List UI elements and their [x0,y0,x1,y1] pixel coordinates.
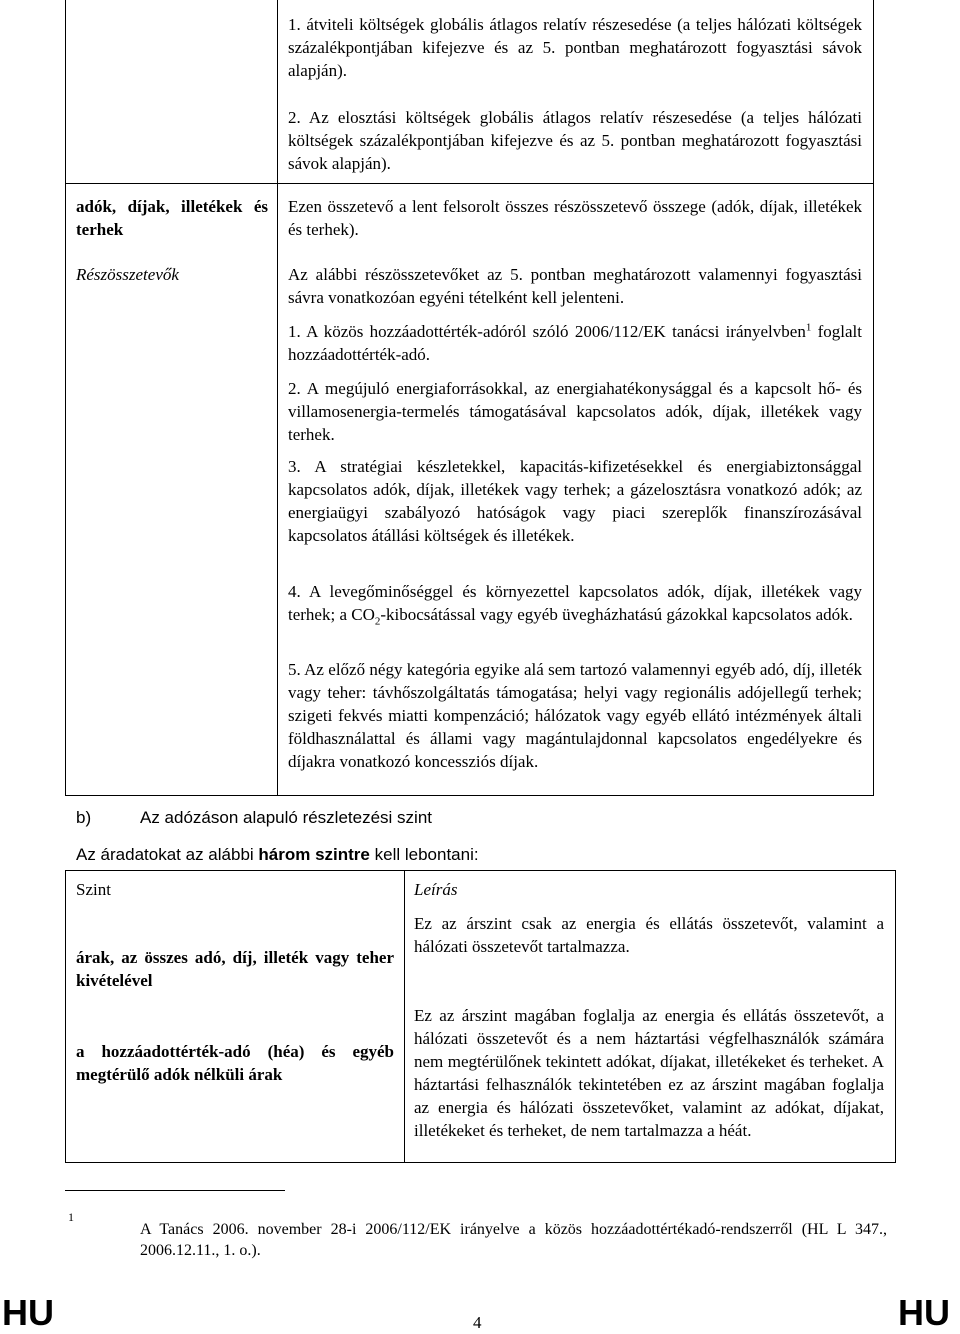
intro-text: Az áradatokat az alábbi [76,845,259,864]
subcomponent-item-1 [288,320,862,366]
table2-bottom-border [65,1162,896,1163]
table1-divider [277,0,278,795]
table2-header-description: Leírás [414,880,458,899]
subcomponent-item-2: 2. A megújuló energiaforrásokkal, az energiahatékonysággal és a kapcsolt hő- és villamosenergia-termelés támogatásával kapcsolatos adók, díjak, illetékek vagy terhek. [288,379,862,444]
subcomponent-item-4 [288,580,862,626]
level-row-2: a hozzáadottérték-adó (héa) és egyéb megtérülő adók nélküli árak [76,1042,394,1084]
subcomponent-item-3: 3. A stratégiai készletekkel, kapacitás-kifizetésekkel és energiabiztonsággal kapcsolatos adók, díjak, illetékek vagy terhek; a gázelosztásra vonatkozó adók; az energiaügyi szabályozó hatóságok vagy piaci szereplők finanszírozásával kapcsolatos átállási költségek és illetékek. [288,457,862,545]
page-number: 4 [473,1313,482,1332]
row-label-taxes: adók, díjak, illetékek és terhek [76,197,268,239]
table2-header-level: Szint [76,880,111,899]
table1-row-divider [65,183,874,184]
co2-subscript: 2 [374,615,381,628]
intro-item-1: 1. átviteli költségek globális átlagos relatív részesedése (a teljes hálózati költségek százalékpontjában kifejezve és az 5. pontban meghatározott fogyasztási sávok alapján). [288,15,862,80]
footnote-separator [65,1190,285,1191]
subcomponents-label: Részösszetevők [76,265,179,284]
footnote-marker: 1 [68,1210,74,1224]
description-row-2: Ez az árszint magában foglalja az energia és ellátás összetevőt, a hálózati összetevőt és a nem háztartási végfelhasználók számára nem megtérülőnek tekintett adókat, díjakat, illetékeket és terheket. A háztartási felhasználók tekintetében ez az árszint magában foglalja az energia és hálózati összetevőket, valamint az adókat, díjakat, illetékeket és terheket, de nem tartalmazza a héát. [414,1006,884,1140]
section-b-intro [76,843,479,866]
intro-item-2: 2. Az elosztási költségek globális átlagos relatív részesedése (a teljes hálózati költségek százalékpontjában kifejezve és az 5. pontban meghatározott fogyasztási sávok alapján). [288,108,862,173]
item1-text-end: foglalt hozzáadottérték-adó. [288,322,862,364]
table1-right-border [873,0,874,795]
intro-text-end: kell lebontani: [369,845,479,864]
row-text-taxes: Ezen összetevő a lent felsorolt összes részösszetevő összege (adók, díjak, illetékek és terhek). [288,197,862,239]
table2-divider [404,870,405,1163]
item4-text: 4. A levegőminőséggel és környezettel kapcsolatos adók, díjak, illetékek vagy terhek; a CO [288,582,862,624]
level-row-1: árak, az összes adó, díj, illeték vagy teher kivételével [76,948,394,990]
table2-right-border [895,870,896,1163]
table2-top-border [65,870,896,871]
subcomponents-intro: Az alábbi részösszetevőket az 5. pontban meghatározott valamennyi fogyasztási sávra vonatkozóan egyéni tételként kell jelenteni. [288,265,862,307]
section-b-heading: Az adózáson alapuló részletezési szint [140,808,432,827]
footnote-ref: 1 [805,321,812,334]
language-code-left: HU [2,1292,54,1333]
table2-left-border [65,870,66,1163]
item1-text: 1. A közös hozzáadottérték-adóról szóló 2006/112/EK tanácsi irányelvben [288,322,806,341]
footnote-text: A Tanács 2006. november 28-i 2006/112/EK irányelve a közös hozzáadottértékadó-rendszerről (HL L 347., 2006.12.11., 1. o.). [140,1221,887,1259]
table1-left-border [65,0,66,795]
description-row-1: Ez az árszint csak az energia és ellátás összetevőt, valamint a hálózati összetevőt tartalmazza. [414,914,884,956]
item4-text-end: -kibocsátással vagy egyéb üvegházhatású gázokkal kapcsolatos adók. [380,605,853,624]
section-b-marker: b) [76,808,92,827]
table1-bottom-border [65,795,874,796]
intro-bold: három szintre [258,845,370,864]
subcomponent-item-5: 5. Az előző négy kategória egyike alá sem tartozó valamennyi egyéb adó, díj, illeték vagy teher: távhőszolgáltatás támogatása; helyi vagy regionális adójellegű terhek; szigeti fekvés miatti kompenzáció; hálózatok vagy egyéb ellátó intézmények általi földhasználattal és állami vagy magántulajdonnal kapcsolatos engedélyekre és díjakra vonatkozó koncessziós díjak. [288,660,862,771]
language-code-right: HU [898,1292,950,1333]
